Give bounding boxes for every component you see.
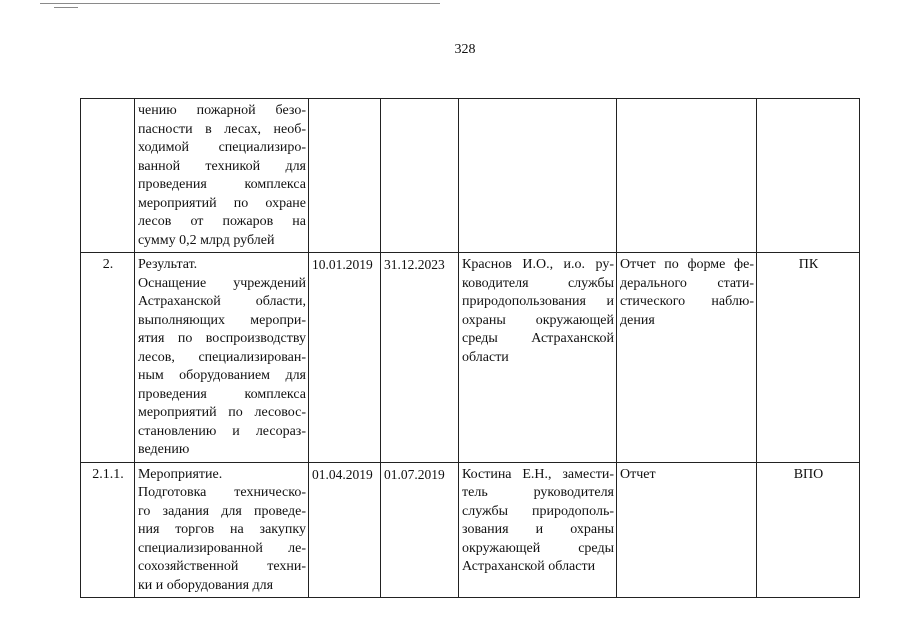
cell-line: дерального стати- — [620, 275, 754, 291]
cell-line: ванной техникой для — [138, 158, 306, 174]
cell-line: проведения комплекса — [138, 177, 306, 192]
report-cell — [617, 99, 757, 253]
cell-line: природопользования и — [462, 294, 614, 309]
cell-line: ки и оборудования для — [138, 577, 274, 593]
cell-line: специализированной ле- — [138, 540, 306, 556]
cell-line: ния торгов на закупку — [138, 522, 306, 537]
start-date-cell: 10.01.2019 — [309, 253, 381, 463]
cell-line: ководителя службы — [462, 275, 614, 291]
cell-line: пасности в лесах, необ- — [138, 121, 306, 137]
end-date-cell: 31.12.2023 — [381, 253, 459, 463]
cell-line: охраны окружающей — [462, 312, 614, 328]
report-cell — [617, 253, 757, 463]
row-number-cell: 2. — [81, 253, 135, 463]
cell-line: ходимой специализиро- — [138, 140, 306, 155]
row-number-cell — [81, 99, 135, 253]
cell-line: лесов от пожаров на — [138, 214, 306, 229]
header-rule-short — [54, 7, 78, 8]
code-cell: ВПО — [757, 462, 860, 598]
cell-line: зования и охраны — [462, 522, 614, 537]
cell-line: ятия по воспроизводству — [138, 331, 306, 346]
cell-line: го задания для проведе- — [138, 503, 306, 519]
table-row — [81, 253, 860, 463]
cell-line: мероприятий по охране — [138, 195, 306, 211]
responsible-cell — [459, 253, 617, 463]
cell-line: дения — [620, 312, 655, 328]
cell-line: Результат. — [138, 257, 198, 272]
description-cell — [135, 253, 309, 463]
cell-line: лесов, специализирован- — [138, 349, 306, 365]
end-date-cell — [381, 99, 459, 253]
start-date-cell — [309, 99, 381, 253]
start-date-cell: 01.04.2019 — [309, 462, 381, 598]
cell-line: Отчет — [620, 466, 656, 482]
header-rule — [40, 3, 440, 4]
responsible-cell — [459, 462, 617, 598]
cell-line: стического наблю- — [620, 294, 754, 309]
cell-line: Краснов И.О., и.о. ру- — [462, 257, 614, 272]
responsible-cell — [459, 99, 617, 253]
cell-line: службы природополь- — [462, 503, 614, 519]
cell-line: Мероприятие. — [138, 466, 223, 482]
cell-line: ведению — [138, 442, 190, 457]
report-cell — [617, 462, 757, 598]
table-row — [81, 462, 860, 598]
page-number: 328 — [454, 42, 476, 57]
cell-line: сумму 0,2 млрд рублей — [138, 232, 275, 248]
description-cell — [135, 462, 309, 598]
cell-line: Костина Е.Н., замести- — [462, 466, 614, 482]
cell-line: проведения комплекса — [138, 386, 306, 402]
cell-line: Подготовка техническо- — [138, 485, 306, 500]
code-cell: ПК — [757, 253, 860, 463]
description-cell — [135, 99, 309, 253]
cell-line: становлению и лесораз- — [138, 423, 306, 439]
code-cell — [757, 99, 860, 253]
row-number-cell: 2.1.1. — [81, 462, 135, 598]
cell-line: среды Астраханской — [462, 331, 614, 346]
cell-line: Астраханской области, — [138, 294, 306, 309]
cell-line: окружающей среды — [462, 540, 614, 556]
cell-line: Отчет по форме фе- — [620, 257, 754, 272]
cell-line: мероприятий по лесовос- — [138, 405, 306, 420]
plan-table-body — [81, 99, 860, 598]
table-row — [81, 99, 860, 253]
end-date-cell: 01.07.2019 — [381, 462, 459, 598]
plan-table — [80, 98, 860, 598]
cell-line: ным оборудованием для — [138, 368, 306, 383]
cell-line: Астраханской области — [462, 559, 596, 574]
cell-line: Оснащение учреждений — [138, 275, 306, 291]
cell-line: чению пожарной безо- — [138, 103, 306, 118]
cell-line: выполняющих меропри- — [138, 312, 306, 328]
cell-line: области — [462, 349, 509, 365]
cell-line: сохозяйственной техни- — [138, 559, 306, 574]
cell-line: тель руководителя — [462, 485, 614, 500]
